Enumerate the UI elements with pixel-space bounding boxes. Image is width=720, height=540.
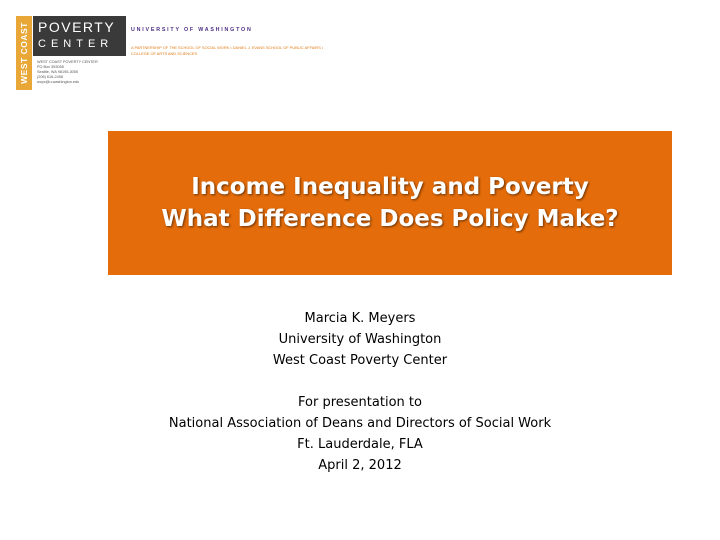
spacer (0, 371, 720, 392)
presentation-audience: National Association of Deans and Directors of Social Work (168, 416, 552, 431)
university-title: UNIVERSITY OF WASHINGTON (131, 27, 253, 33)
presentation-intro: For presentation to (298, 395, 422, 410)
slide-title: Income Inequality and Poverty (191, 174, 589, 200)
title-banner (108, 131, 672, 275)
partnership-line: A PARTNERSHIP OF THE SCHOOL OF SOCIAL WORK • DANIEL J. EVANS SCHOOL OF PUBLIC AFFAIRS • (131, 45, 324, 50)
address-line: PO Box 353055 (37, 65, 64, 69)
logo-word-center: CENTER (38, 38, 114, 50)
logo-wordmark (33, 16, 126, 56)
address-line: WEST COAST POVERTY CENTER (37, 60, 98, 64)
logo-sidebar (16, 16, 32, 90)
presentation-details (0, 308, 720, 476)
presentation-location: Ft. Lauderdale, FLA (297, 437, 423, 452)
address-line: (206) 616-2458 (37, 75, 63, 79)
address-line: wcpc@u.washington.edu (37, 80, 80, 84)
presenter-name: Marcia K. Meyers (304, 311, 416, 326)
partnership-line: COLLEGE OF ARTS AND SCIENCES (131, 51, 198, 56)
logo-sidebar-text: WEST COAST (19, 22, 29, 84)
logo-address (37, 60, 98, 85)
presentation-date: April 2, 2012 (318, 458, 402, 473)
presenter-affiliation: West Coast Poverty Center (272, 353, 448, 368)
presenter-affiliation: University of Washington (278, 332, 442, 347)
partnership-text (131, 45, 323, 57)
poverty-center-logo (16, 16, 126, 90)
slide-subtitle: What Difference Does Policy Make? (161, 206, 619, 232)
address-line: Seattle, WA 98195-3055 (37, 70, 79, 74)
logo-word-poverty: POVERTY (38, 19, 116, 35)
